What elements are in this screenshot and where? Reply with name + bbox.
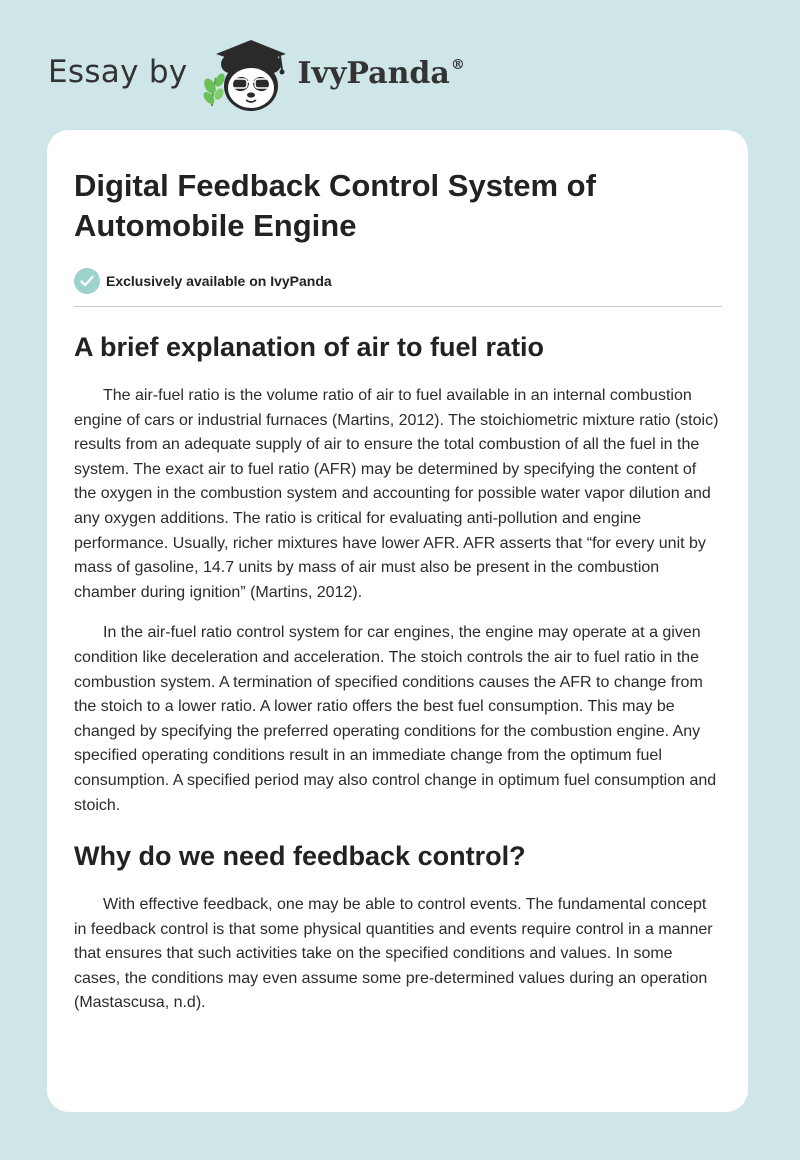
exclusive-label: Exclusively available on IvyPanda — [106, 273, 332, 289]
section-heading-feedback: Why do we need feedback control? — [74, 841, 526, 872]
check-circle-icon — [74, 268, 100, 294]
panda-graduate-icon[interactable] — [200, 34, 296, 114]
exclusive-badge — [74, 268, 722, 294]
paragraph: In the air-fuel ratio control system for car engines, the engine may operate at a given condition like deceleration and acceleration. The stoich controls the air to fuel ratio in the combustion system. A termination of specified conditions causes the AFR to change from the stoich to a lower ratio. A lower ratio offers the best fuel consumption. This may be changed by specifying the preferred operating conditions for the combustion engine. Any specified operating conditions result in an immediate change from the optimum fuel consumption. A specified period may also control change in optimum fuel consumption and stoich. — [74, 624, 717, 814]
registered-mark: ® — [450, 56, 465, 73]
site-header — [48, 34, 465, 114]
brand-name[interactable]: IvyPanda® — [297, 55, 465, 91]
paragraph: The air-fuel ratio is the volume ratio of air to fuel available in an internal combustion engine of cars or industrial furnaces (Martins, 2012). The stoichiometric mixture ratio (stoic) results from an adequate supply of air to ensure the total combustion of all the fuel in the system. The exact air to fuel ratio (AFR) may be determined by specifying the content of the oxygen in the combustion system and accounting for possible water vapor dilution and any oxygen additions. The ratio is critical for evaluating anti-pollution and engine performance. Usually, richer mixtures have lower AFR. AFR asserts that “for every unit by mass of gasoline, 14.7 units by mass of air must also be present in the combustion chamber during ignition” (Martins, 2012). — [74, 387, 719, 601]
essay-by-label: Essay by — [48, 54, 188, 90]
essay-title: Digital Feedback Control System of Automobile Engine — [74, 168, 596, 243]
paragraph: With effective feedback, one may be able to control events. The fundamental concept in feedback control is that some physical quantities and events require control in a manner that ensures that such activities take on the specified conditions and values. In some cases, the conditions may even assume some pre-determined values during an operation (Mastascusa, n.d). — [74, 896, 713, 1012]
title-divider — [74, 306, 722, 307]
essay-card — [47, 130, 748, 1112]
section-heading-afr: A brief explanation of air to fuel ratio — [74, 332, 545, 362]
